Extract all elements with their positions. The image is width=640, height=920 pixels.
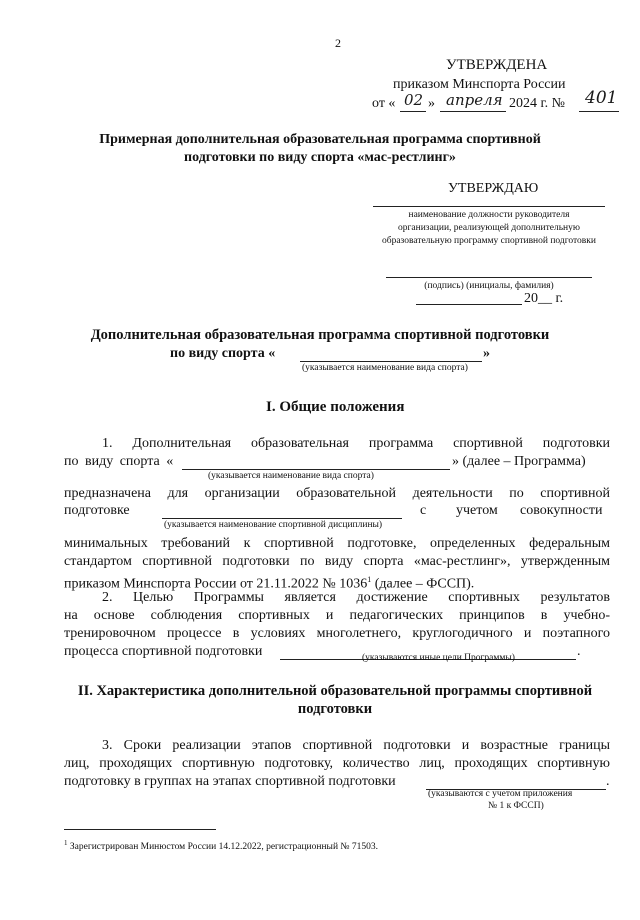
p2-line2: на основе соблюдения спортивных и педагогических принципов в учебно- bbox=[64, 608, 610, 623]
p1-line4-left: подготовке bbox=[64, 503, 130, 518]
approve-title: УТВЕРЖДАЮ bbox=[448, 181, 539, 196]
approval-number-handwritten: 401 bbox=[585, 88, 618, 108]
p2-caption: (указываются иные цели Программы) bbox=[362, 653, 515, 663]
p1-line2-prefix: по виду спорта « bbox=[64, 454, 174, 469]
p1-line5: минимальных требований к спортивной подготовке, определенных федеральным bbox=[64, 536, 610, 551]
approval-order-line: приказом Минспорта России bbox=[393, 77, 566, 92]
program-title-prefix: по виду спорта « bbox=[170, 346, 276, 361]
approval-from-prefix: от « bbox=[372, 96, 396, 111]
approve-caption-2: организации, реализующей дополнительную bbox=[398, 223, 580, 233]
p1-line4-right1: учетом bbox=[456, 503, 498, 518]
program-title-caption: (указывается наименование вида спорта) bbox=[302, 363, 468, 373]
p1-caption-sport: (указывается наименование вида спорта) bbox=[208, 471, 374, 481]
p2-line3: тренировочном процессе в условиях многолетнего, круглогодичного и поэтапного bbox=[64, 626, 610, 641]
p2-line1: 2. Целью Программы является достижение спортивных результатов bbox=[102, 590, 610, 605]
p1-line4-mid: с bbox=[420, 503, 427, 518]
p1-line1: 1. Дополнительная образовательная программа спортивной подготовки bbox=[102, 436, 610, 451]
p1-caption-discipline: (указывается наименование спортивной дисциплины) bbox=[164, 520, 383, 530]
p1-line2-suffix: » (далее – Программа) bbox=[452, 454, 586, 469]
p1-line6: стандартом спортивной подготовки по виду спорта «мас-рестлинг», утвержденным bbox=[64, 554, 610, 569]
p2-line4: процесса спортивной подготовки bbox=[64, 644, 263, 659]
program-title-suffix: » bbox=[483, 346, 490, 361]
section2-heading-line1: II. Характеристика дополнительной образовательной программы спортивной bbox=[77, 683, 593, 699]
program-title-line1: Дополнительная образовательная программа спортивной подготовки bbox=[90, 327, 550, 343]
footnote-divider bbox=[64, 829, 216, 830]
footnote: $^1$ Зарегистрирован Минюстом России 14.12.2022, регистрационный № 71503. bbox=[64, 839, 378, 853]
p3-caption-1: (указываются с учетом приложения bbox=[428, 789, 573, 799]
p3-line3: подготовку в группах на этапах спортивной подготовки bbox=[64, 774, 396, 789]
approval-year: 2024 г. № bbox=[509, 96, 566, 111]
approve-caption-3: образовательную программу спортивной подготовки bbox=[381, 236, 596, 246]
approval-title: УТВЕРЖДЕНА bbox=[446, 57, 548, 73]
p1-line3: предназначена для организации образовательной деятельности по спортивной bbox=[64, 486, 610, 501]
approval-day-handwritten: 02 bbox=[404, 91, 424, 109]
approve-caption-1: наименование должности руководителя bbox=[408, 210, 570, 220]
p3-caption-2: № 1 к ФССП) bbox=[488, 801, 544, 811]
p1-line7: приказом Минспорта России от 21.11.2022 № 1036$^1$ (далее – ФССП). bbox=[64, 575, 475, 592]
approval-month-handwritten: апреля bbox=[446, 91, 503, 109]
approve-year: 20__ г. bbox=[524, 291, 564, 306]
section1-heading: I. Общие положения bbox=[266, 399, 405, 415]
p3-line1: 3. Сроки реализации этапов спортивной подготовки и возрастные границы bbox=[102, 738, 610, 753]
section2-heading-line2: подготовки bbox=[297, 701, 373, 717]
document-page: 2 УТВЕРЖДЕНА приказом Минспорта России от « 02 » апреля 2024 г. № 401 Примерная дополнительная образовательная программа спортивной подготовки по виду спорта «мас-рестлинг» УТВЕРЖДАЮ наименование должности руководителя организации, реализующей дополнительную образовательную программу спортивной подготовки (подпись) (инициалы, фамилия) 20__ г. Дополнительная образовательная программа спортивной подготовки по виду спорта « » (указывается наименование вида спорта) I. Общие положения 1. Дополнительная образовательная программа спортивной подготовки по виду спорта « » (далее – Программа) (указывается наименование вида спорта) предназначена для организации образовательной деятельности по спортивной подготовке с учетом совокупности (указывается наименование спортивной дисциплины) минимальных требований к спортивной подготовке, определенных федеральным стандартом спортивной подготовки по виду спорта «мас-рестлинг», утвержденным приказом Минспорта России от 21.11.2022 № 1036$^1$ (далее – ФССП). 2. Целью Программы является достижение спортивных результатов на основе соблюдения спортивных и педагогических принципов в учебно- тренировочном процессе в условиях многолетнего, круглогодичного и поэтапного процесса спортивной подготовки . (указываются иные цели Программы) II. Характеристика дополнительной образовательной программы спортивной подготовки 3. Сроки реализации этапов спортивной подготовки и возрастные границы лиц, проходящих спортивную подготовку, количество лиц, проходящих спортивную подготовку в группах на этапах спортивной подготовки . (указываются с учетом приложения № 1 к ФССП) $^1$ Зарегистрирован Минюстом России 14.12.2022, регистрационный № 71503. bbox=[0, 0, 640, 920]
doc-title-line1: Примерная дополнительная образовательная программа спортивной bbox=[99, 132, 541, 147]
p3-line2: лиц, проходящих спортивную подготовку, количество лиц, проходящих спортивную bbox=[64, 756, 610, 771]
p1-line4-right2: совокупности bbox=[520, 503, 603, 518]
footnote-ref: 1 bbox=[367, 575, 372, 584]
signature-caption: (подпись) (инициалы, фамилия) bbox=[424, 281, 554, 291]
doc-title-line2: подготовки по виду спорта «мас-рестлинг» bbox=[184, 150, 456, 165]
page-number: 2 bbox=[335, 36, 341, 50]
